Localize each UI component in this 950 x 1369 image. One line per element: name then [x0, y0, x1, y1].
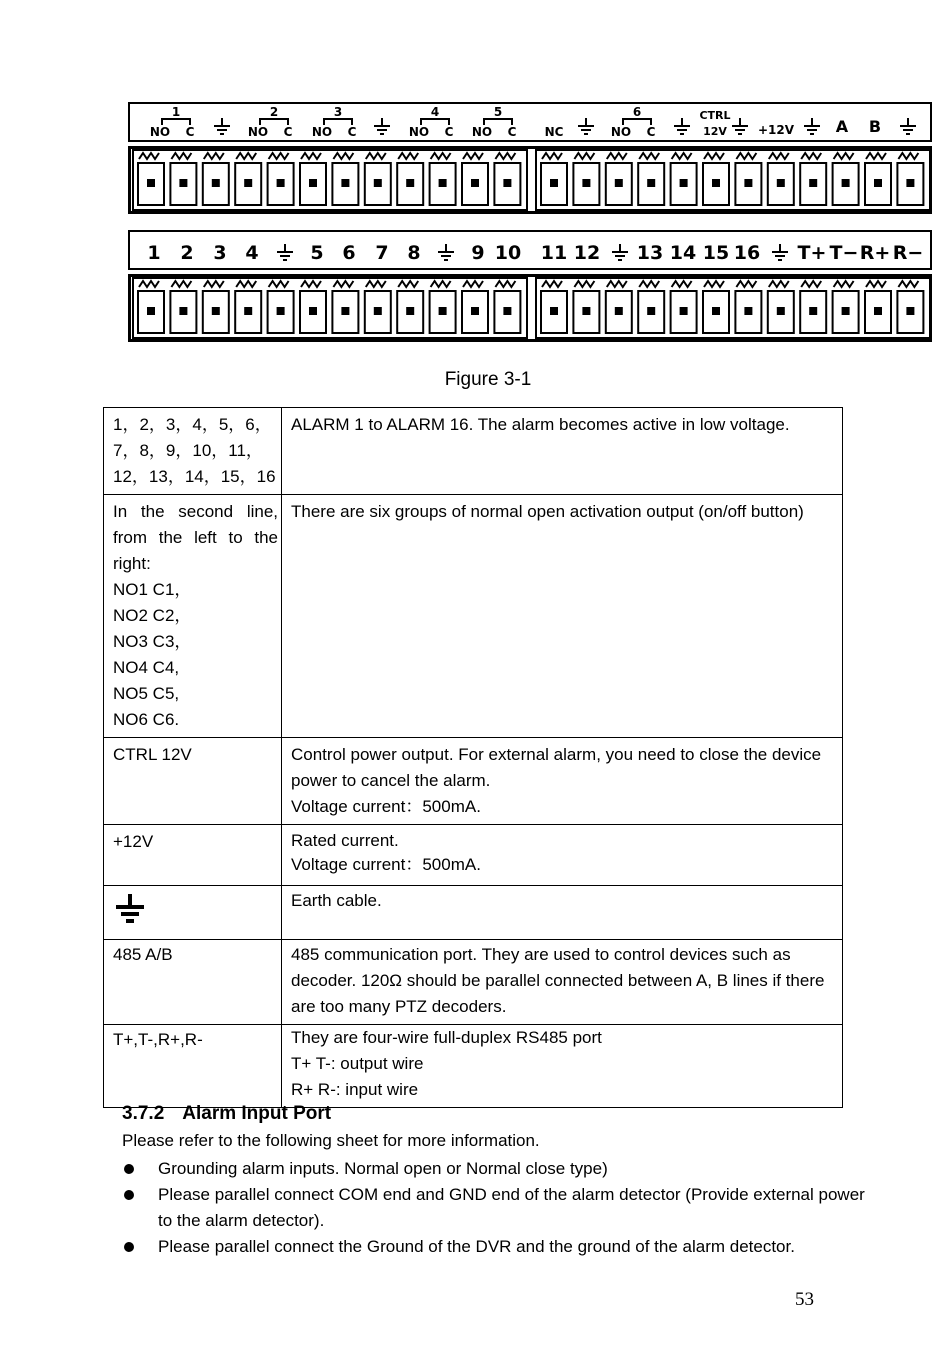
bullet-text: Grounding alarm inputs. Normal open or Normal close type)	[158, 1159, 608, 1178]
terminal-label: 2	[180, 242, 194, 264]
terminal-label-no: NO	[311, 125, 333, 139]
terminal-screw	[462, 281, 488, 333]
port-desc: Rated current.	[291, 831, 399, 850]
terminal-hole	[875, 308, 881, 314]
port-desc: ALARM 1 to ALARM 16. The alarm becomes active in low voltage.	[291, 415, 790, 434]
terminal-clip	[607, 281, 627, 287]
terminal-screw	[332, 281, 358, 333]
terminal-blocks-bottom	[128, 274, 932, 342]
ground-icon	[804, 118, 820, 134]
ground-icon	[900, 118, 916, 134]
bullet-list	[122, 1156, 882, 1260]
port-name-line: NO2 C2，	[113, 606, 192, 625]
terminal-screw	[365, 281, 391, 333]
terminal-hole	[472, 180, 478, 186]
terminal-clip	[431, 153, 451, 159]
terminal-label: 14	[669, 242, 697, 264]
terminal-hole	[713, 180, 719, 186]
terminal-screw	[735, 153, 761, 205]
terminal-screw	[671, 281, 697, 333]
terminal-clip	[704, 281, 724, 287]
terminal-label-no: NO	[408, 125, 430, 139]
terminal-hole	[681, 308, 687, 314]
terminal-label-b: B	[868, 117, 882, 136]
terminal-hole	[342, 180, 348, 186]
terminal-clip	[639, 281, 659, 287]
terminal-hole	[440, 180, 446, 186]
section-heading	[122, 1103, 331, 1125]
terminal-screw	[430, 153, 456, 205]
terminal-label: 11	[540, 242, 568, 264]
terminal-screw	[768, 281, 794, 333]
terminal-label-c: C	[444, 125, 454, 139]
terminal-hole	[843, 180, 849, 186]
terminal-blocks-top	[128, 146, 932, 214]
terminal-hole	[407, 308, 413, 314]
terminal-screw	[865, 153, 891, 205]
port-desc: R+ R-: input wire	[291, 1080, 419, 1099]
port-desc: 485 communication port. They are used to control devices such as decoder. 120Ω should be parallel connected between A, B lines if there are too many PTZ decoders.	[291, 945, 825, 1016]
terminal-hole	[504, 180, 510, 186]
table-row	[104, 825, 843, 886]
terminal-clip	[495, 153, 515, 159]
port-desc: They are four-wire full-duplex RS485 port	[291, 1028, 602, 1047]
terminal-label-c: C	[507, 125, 517, 139]
terminal-screw	[703, 281, 729, 333]
terminal-hole	[180, 308, 186, 314]
terminal-clip	[542, 153, 562, 159]
port-name-cell	[104, 738, 282, 825]
terminal-screw	[430, 281, 456, 333]
figure-caption: Figure 3-1	[444, 369, 532, 390]
terminal-screw	[800, 153, 826, 205]
terminal-hole	[843, 308, 849, 314]
port-name: T+,T-,R+,R-	[113, 1030, 203, 1049]
terminal-clip	[769, 281, 789, 287]
terminal-hole	[810, 308, 816, 314]
bullet-icon	[124, 1242, 134, 1252]
terminal-screw	[268, 153, 294, 205]
table-row	[104, 886, 843, 940]
ground-icon	[214, 118, 230, 134]
terminal-hole	[278, 308, 284, 314]
terminal-clip	[171, 281, 191, 287]
port-desc: T+ T-: output wire	[291, 1054, 424, 1073]
list-item	[122, 1156, 882, 1182]
terminal-hole	[440, 308, 446, 314]
terminal-hole	[681, 180, 687, 186]
terminal-screw	[833, 281, 859, 333]
bullet-icon	[124, 1190, 134, 1200]
port-name-line: NO3 C3，	[113, 632, 192, 651]
terminal-clip	[301, 153, 321, 159]
terminal-label-nc: NC	[544, 125, 564, 139]
terminal-clip	[398, 281, 418, 287]
terminal-hole	[472, 308, 478, 314]
terminal-screw	[397, 153, 423, 205]
terminal-clip	[672, 281, 692, 287]
port-name-line: NO4 C4,	[113, 658, 180, 677]
port-name-intro: In the second line, from the left to the right:	[113, 502, 278, 573]
port-desc: Voltage current：500mA.	[291, 855, 481, 874]
terminal-hole	[551, 180, 557, 186]
terminal-screw	[138, 153, 164, 205]
terminal-screw	[300, 153, 326, 205]
terminal-hole	[504, 308, 510, 314]
terminal-strip	[133, 150, 527, 210]
terminal-screw	[897, 281, 923, 333]
terminal-clip	[366, 281, 386, 287]
terminal-screw	[573, 153, 599, 205]
terminal-labels-top	[128, 102, 932, 142]
terminal-screw	[638, 281, 664, 333]
port-name-cell	[104, 495, 282, 738]
terminal-screw	[397, 281, 423, 333]
terminal-screw	[897, 153, 923, 205]
terminal-hole	[180, 180, 186, 186]
terminal-hole	[551, 308, 557, 314]
terminal-label: R−	[892, 242, 924, 264]
terminal-hole	[278, 180, 284, 186]
terminal-clip	[301, 281, 321, 287]
terminal-label-plus12v: +12V	[757, 123, 795, 137]
terminal-label: 13	[636, 242, 664, 264]
terminal-clip	[463, 281, 483, 287]
terminal-hole	[616, 180, 622, 186]
port-name-cell	[104, 1025, 282, 1108]
terminal-hole	[375, 180, 381, 186]
terminal-clip	[866, 153, 886, 159]
terminal-screw	[573, 281, 599, 333]
terminal-clip	[366, 153, 386, 159]
terminal-screw	[541, 281, 567, 333]
port-name-line: NO5 C5,	[113, 684, 180, 703]
ground-icon	[612, 244, 628, 260]
table-row	[104, 738, 843, 825]
terminal-clip	[866, 281, 886, 287]
terminal-hole	[375, 308, 381, 314]
terminal-hole	[778, 180, 784, 186]
terminal-clip	[333, 153, 353, 159]
port-name-cell	[104, 408, 282, 495]
terminal-hole	[148, 308, 154, 314]
terminal-label: 16	[733, 242, 761, 264]
terminal-label: 5	[310, 242, 324, 264]
ground-icon	[578, 118, 594, 134]
ground-icon	[113, 890, 147, 926]
terminal-clip	[704, 153, 724, 159]
group-number: 5	[493, 105, 503, 119]
terminal-clip	[236, 153, 256, 159]
terminal-clip	[574, 153, 594, 159]
terminal-clip	[139, 281, 159, 287]
terminal-label: R+	[859, 242, 891, 264]
ground-icon	[674, 118, 690, 134]
terminal-blocks-bottom-drawing	[131, 277, 929, 339]
terminal-screw	[865, 281, 891, 333]
terminal-clip	[801, 153, 821, 159]
terminal-clip	[834, 153, 854, 159]
terminal-screw	[300, 281, 326, 333]
port-spec-table	[103, 407, 843, 1108]
port-desc: Voltage current：500mA.	[291, 797, 481, 816]
ground-icon	[277, 244, 293, 260]
terminal-screw	[606, 153, 632, 205]
terminal-label-12v: 12V	[703, 125, 727, 138]
terminal-clip	[898, 153, 918, 159]
terminal-screw	[703, 153, 729, 205]
terminal-hole	[310, 180, 316, 186]
terminal-clip	[463, 153, 483, 159]
table-row	[104, 1025, 843, 1108]
port-desc-cell	[282, 495, 843, 738]
terminal-label-c: C	[283, 125, 293, 139]
terminal-screw	[235, 281, 261, 333]
ground-icon	[772, 244, 788, 260]
terminal-label: 9	[471, 242, 485, 264]
port-desc-cell	[282, 886, 843, 940]
terminal-label: T−	[829, 242, 859, 264]
table-row	[104, 408, 843, 495]
port-desc-cell	[282, 825, 843, 886]
terminal-clip	[204, 153, 224, 159]
table-row	[104, 495, 843, 738]
port-name-cell	[104, 940, 282, 1025]
terminal-screw	[541, 153, 567, 205]
terminal-label-no: NO	[247, 125, 269, 139]
port-desc-cell	[282, 738, 843, 825]
terminal-hole	[648, 180, 654, 186]
terminal-screw	[768, 153, 794, 205]
terminal-clip	[834, 281, 854, 287]
terminal-label-no: NO	[610, 125, 632, 139]
terminal-clip	[672, 153, 692, 159]
terminal-labels-bottom	[128, 230, 932, 270]
terminal-label: 10	[494, 242, 522, 264]
section-number: 3.7.2	[122, 1103, 165, 1124]
terminal-clip	[495, 281, 515, 287]
terminal-clip	[542, 281, 562, 287]
terminal-hole	[648, 308, 654, 314]
terminal-screw	[138, 281, 164, 333]
terminal-clip	[736, 153, 756, 159]
ground-icon	[438, 244, 454, 260]
terminal-strip	[536, 278, 929, 338]
port-name: +12V	[113, 832, 154, 851]
terminal-label-c: C	[347, 125, 357, 139]
bullet-text: Please parallel connect COM end and GND end of the alarm detector (Provide external power to the alarm detector).	[158, 1185, 865, 1230]
terminal-hole	[245, 180, 251, 186]
terminal-screw	[494, 281, 520, 333]
terminal-clip	[898, 281, 918, 287]
page-number: 53	[795, 1289, 814, 1310]
group-number: 4	[430, 105, 440, 119]
terminal-screw	[735, 281, 761, 333]
terminal-hole	[875, 180, 881, 186]
terminal-blocks-top-drawing	[131, 149, 929, 211]
terminal-strip	[536, 150, 929, 210]
list-item	[122, 1234, 882, 1260]
terminal-screw	[638, 153, 664, 205]
terminal-clip	[801, 281, 821, 287]
terminal-screw	[170, 281, 196, 333]
terminal-screw	[203, 281, 229, 333]
port-desc: Earth cable.	[291, 891, 382, 910]
terminal-label-no: NO	[471, 125, 493, 139]
terminal-screw	[671, 153, 697, 205]
terminal-hole	[310, 308, 316, 314]
terminal-clip	[607, 153, 627, 159]
terminal-screw	[606, 281, 632, 333]
terminal-hole	[745, 180, 751, 186]
terminal-label: 1	[147, 242, 161, 264]
terminal-screw	[332, 153, 358, 205]
terminal-clip	[236, 281, 256, 287]
terminal-hole	[713, 308, 719, 314]
terminal-clip	[204, 281, 224, 287]
terminal-label-ctrl: CTRL	[699, 109, 731, 122]
terminal-label: 8	[407, 242, 421, 264]
port-name-cell	[104, 825, 282, 886]
terminal-label: 3	[213, 242, 227, 264]
terminal-label-c: C	[185, 125, 195, 139]
terminal-strip	[133, 278, 527, 338]
port-name: 1，2，3，4，5，6，7，8，9，10，11，12，13，14，15，16	[113, 415, 276, 486]
section-intro: Please refer to the following sheet for more information.	[122, 1131, 540, 1150]
terminal-hole	[213, 308, 219, 314]
terminal-clip	[736, 281, 756, 287]
terminal-clip	[139, 153, 159, 159]
port-desc-cell	[282, 940, 843, 1025]
bullet-text: Please parallel connect the Ground of the DVR and the ground of the alarm detector.	[158, 1237, 795, 1256]
group-number: 3	[333, 105, 343, 119]
terminal-label: 4	[245, 242, 259, 264]
terminal-hole	[907, 180, 913, 186]
terminal-hole	[342, 308, 348, 314]
terminal-screw	[235, 153, 261, 205]
terminal-clip	[269, 281, 289, 287]
group-number: 6	[632, 105, 642, 119]
port-name: CTRL 12V	[113, 745, 192, 764]
port-desc-cell	[282, 408, 843, 495]
table-row	[104, 940, 843, 1025]
terminal-screw	[365, 153, 391, 205]
terminal-hole	[810, 180, 816, 186]
port-desc: There are six groups of normal open activation output (on/off button)	[291, 502, 804, 521]
port-name-cell	[104, 886, 282, 940]
bullet-icon	[124, 1164, 134, 1174]
terminal-screw	[462, 153, 488, 205]
terminal-label: 15	[702, 242, 730, 264]
section-title: Alarm Input Port	[182, 1103, 332, 1124]
terminal-clip	[269, 153, 289, 159]
terminal-screw	[494, 153, 520, 205]
terminal-label-c: C	[646, 125, 656, 139]
terminal-label: 6	[342, 242, 356, 264]
terminal-screw	[800, 281, 826, 333]
terminal-hole	[778, 308, 784, 314]
terminal-labels-top-drawing	[130, 104, 930, 140]
terminal-label-no: NO	[149, 125, 171, 139]
terminal-clip	[639, 153, 659, 159]
terminal-clip	[398, 153, 418, 159]
terminal-hole	[907, 308, 913, 314]
terminal-hole	[616, 308, 622, 314]
terminal-label: 12	[573, 242, 601, 264]
group-number: 2	[269, 105, 279, 119]
terminal-screw	[268, 281, 294, 333]
terminal-screw	[833, 153, 859, 205]
ground-icon	[732, 118, 748, 134]
terminal-clip	[333, 281, 353, 287]
terminal-labels-bottom-drawing	[130, 232, 930, 268]
terminal-hole	[583, 308, 589, 314]
port-name-line: NO1 C1，	[113, 580, 192, 599]
terminal-screw	[170, 153, 196, 205]
terminal-clip	[431, 281, 451, 287]
terminal-label: T+	[797, 242, 827, 264]
terminal-label-a: A	[835, 117, 849, 136]
group-number: 1	[171, 105, 181, 119]
terminal-screw	[203, 153, 229, 205]
terminal-clip	[769, 153, 789, 159]
terminal-clip	[574, 281, 594, 287]
terminal-clip	[171, 153, 191, 159]
list-item	[122, 1182, 882, 1234]
port-desc: Control power output. For external alarm, you need to close the device power to cancel the alarm.	[291, 745, 822, 790]
ground-icon	[374, 118, 390, 134]
terminal-hole	[245, 308, 251, 314]
terminal-hole	[213, 180, 219, 186]
terminal-hole	[407, 180, 413, 186]
port-desc-cell	[282, 1025, 843, 1108]
terminal-hole	[745, 308, 751, 314]
terminal-hole	[583, 180, 589, 186]
terminal-label: 7	[375, 242, 389, 264]
port-name: 485 A/B	[113, 945, 173, 964]
port-name-line: NO6 C6.	[113, 710, 180, 729]
terminal-hole	[148, 180, 154, 186]
